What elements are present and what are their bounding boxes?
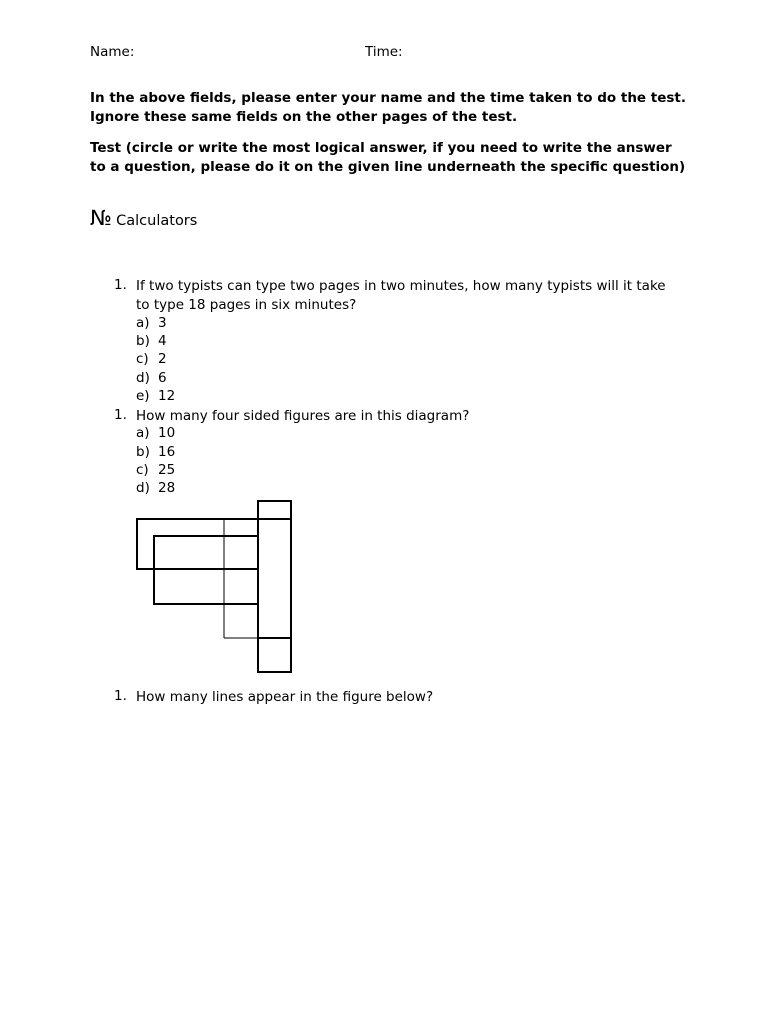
option-letter: e) <box>136 388 150 404</box>
option-letter: b) <box>136 444 150 460</box>
option-value: 4 <box>158 333 167 349</box>
test-instructions-paragraph: Test (circle or write the most logical answer, if you need to write the answer to a question, please do it on the given line underneath the specific question) <box>90 140 686 175</box>
outer-left-rect <box>137 519 258 569</box>
option-letter: a) <box>136 315 150 331</box>
question-text: If two typists can type two pages in two minutes, how many typists will it take to type 18 pages in six minutes? <box>136 278 666 313</box>
time-label: Time: <box>365 44 403 60</box>
option-value: 12 <box>158 388 176 404</box>
option-value: 28 <box>158 480 176 496</box>
question-number: 1. <box>114 407 127 423</box>
option-value: 6 <box>158 370 167 386</box>
name-label: Name: <box>90 44 135 60</box>
numero-symbol: № <box>90 206 112 230</box>
option-value: 25 <box>158 462 176 478</box>
question-text: How many four sided figures are in this diagram? <box>136 408 470 424</box>
option-letter: c) <box>136 462 149 478</box>
option-letter: d) <box>136 480 150 496</box>
tall-column-rect <box>258 501 291 672</box>
option-value: 2 <box>158 351 167 367</box>
option-value: 16 <box>158 444 176 460</box>
question-text: How many lines appear in the figure below? <box>136 689 434 705</box>
option-value: 10 <box>158 425 176 441</box>
question-number: 1. <box>114 277 127 293</box>
section-label: Calculators <box>116 213 198 229</box>
option-letter: a) <box>136 425 150 441</box>
option-letter: b) <box>136 333 150 349</box>
instructions-paragraph: In the above fields, please enter your name and the time taken to do the test. Ignore these same fields on the other pages of the test. <box>90 90 687 125</box>
option-value: 3 <box>158 315 167 331</box>
question-number: 1. <box>114 688 127 704</box>
option-letter: d) <box>136 370 150 386</box>
option-letter: c) <box>136 351 149 367</box>
